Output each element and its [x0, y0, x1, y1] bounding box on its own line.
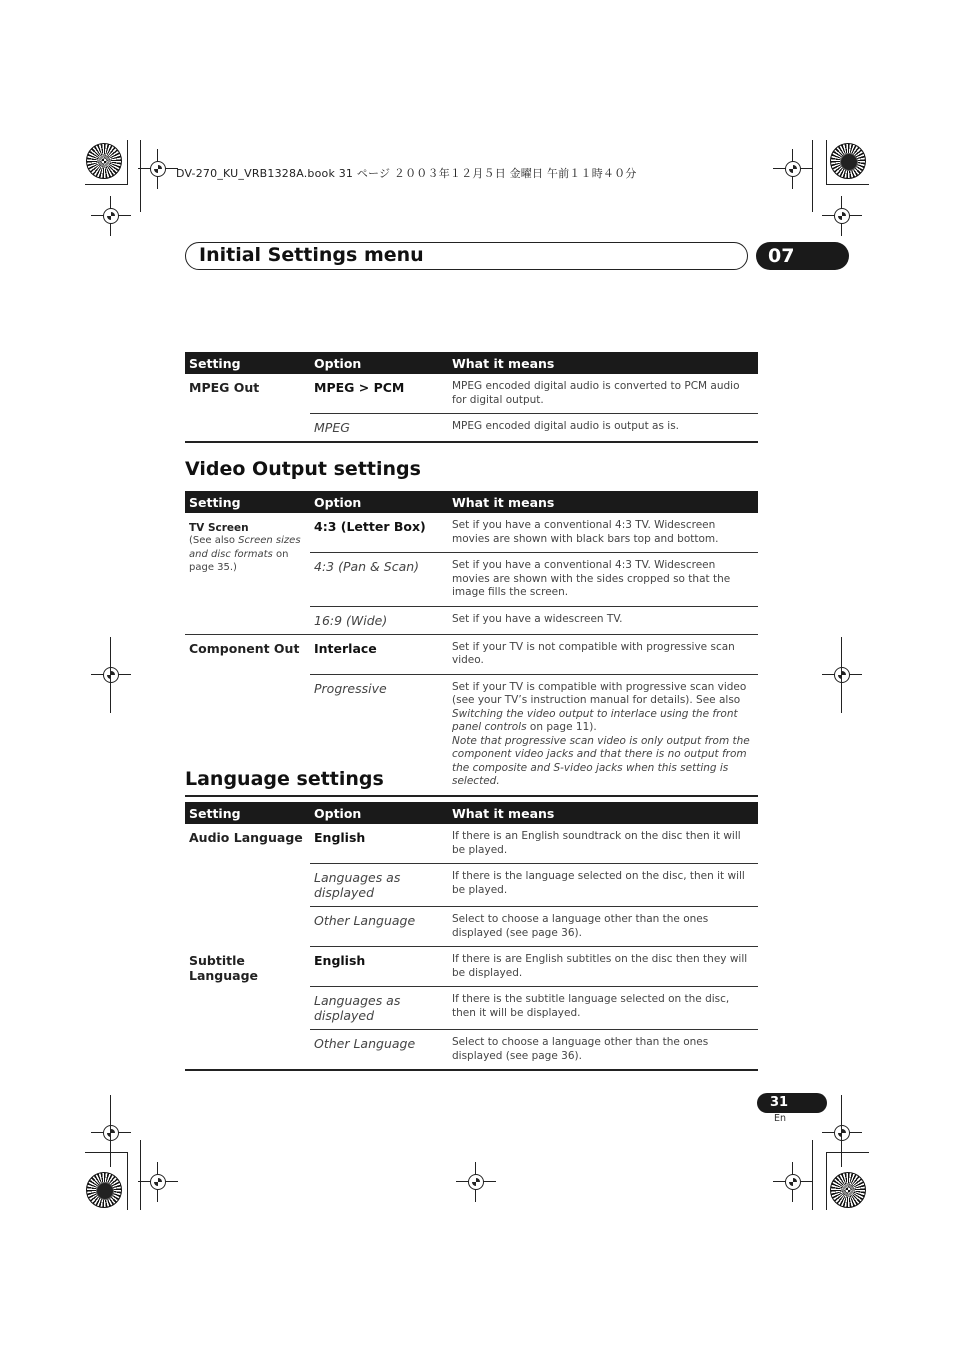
crop-line	[812, 1140, 813, 1210]
option-meaning: Select to choose a language other than the ones displayed (see page 36).	[448, 907, 758, 947]
option-meaning: MPEG encoded digital audio is converted to PCM audio for digital output.	[448, 374, 758, 414]
setting-name: MPEG Out	[189, 380, 260, 395]
option-meaning: If there is are English subtitles on the disc then they will be displayed.	[448, 947, 758, 987]
crop-line	[110, 637, 111, 713]
option-meaning: If there is an English soundtrack on the disc then it will be played.	[448, 824, 758, 864]
registration-mark-icon	[773, 149, 813, 189]
page-number: 31	[757, 1093, 827, 1113]
option-name: Languages as displayed	[310, 864, 448, 907]
crop-rosette-bottom-left	[86, 1172, 122, 1208]
setting-name: Audio Language	[189, 830, 303, 845]
page-language: En	[774, 1113, 787, 1124]
table-row	[185, 824, 758, 864]
option-meaning: Set if you have a widescreen TV.	[448, 606, 758, 634]
col-meaning: What it means	[448, 491, 758, 513]
setting-name: Component Out	[185, 634, 310, 796]
col-setting: Setting	[185, 802, 310, 824]
option-meaning: Set if you have a conventional 4:3 TV. Widescreen movies are shown with black bars top and bottom.	[448, 513, 758, 553]
meaning-ref: Switching the video output to interlace using the front panel controls	[452, 707, 738, 733]
section-title-video: Video Output settings	[185, 458, 421, 480]
crop-rosette-bottom-right	[830, 1172, 866, 1208]
setting-name: Subtitle Language	[185, 947, 310, 1071]
crop-line	[826, 140, 827, 185]
section-title-language: Language settings	[185, 768, 384, 790]
setting-note	[189, 534, 306, 575]
option-name: English	[310, 947, 448, 987]
registration-mark-icon	[822, 1113, 862, 1153]
option-meaning: MPEG encoded digital audio is output as is.	[448, 414, 758, 443]
col-option: Option	[310, 802, 448, 824]
col-option: Option	[310, 491, 448, 513]
option-name: Other Language	[310, 907, 448, 947]
table-row	[185, 414, 758, 443]
note-text: on page 35.)	[189, 548, 289, 573]
registration-mark-icon	[91, 1113, 131, 1153]
crop-line	[841, 637, 842, 713]
option-name: Languages as displayed	[310, 987, 448, 1030]
option-name: English	[310, 824, 448, 864]
col-setting: Setting	[185, 491, 310, 513]
crop-rosette-top-right	[830, 143, 866, 179]
registration-mark-icon	[456, 1162, 496, 1202]
table-row	[185, 374, 758, 414]
setting-tv-screen	[185, 513, 310, 634]
crop-line	[826, 184, 869, 185]
registration-mark-icon	[773, 1162, 813, 1202]
option-meaning: Select to choose a language other than the ones displayed (see page 36).	[448, 1030, 758, 1071]
audio-output-table	[185, 352, 758, 443]
video-output-table	[185, 491, 758, 797]
registration-mark-icon	[138, 1162, 178, 1202]
option-meaning: Set if you have a conventional 4:3 TV. Widescreen movies are shown with the sides cropped so that the image fills the screen.	[448, 553, 758, 607]
crop-line	[85, 184, 128, 185]
crop-line	[110, 1095, 111, 1167]
option-name: Interlace	[310, 634, 448, 674]
table-header	[185, 802, 758, 824]
setting-name: TV Screen	[189, 522, 249, 534]
col-setting: Setting	[185, 352, 310, 374]
crop-line	[140, 1140, 141, 1210]
crop-line	[127, 1152, 128, 1210]
option-name: MPEG > PCM	[310, 374, 448, 414]
note-ref: Screen sizes and disc formats	[189, 535, 301, 560]
table-row	[185, 513, 758, 553]
registration-mark-icon	[822, 655, 862, 695]
table-header	[185, 491, 758, 513]
meaning-text: Set if your TV is compatible with progressive scan video (see your TV’s instruction manual for details). See also	[452, 680, 747, 706]
table-row	[185, 947, 758, 987]
col-option: Option	[310, 352, 448, 374]
setting-name	[185, 414, 310, 443]
note-text: (See also	[189, 535, 239, 546]
option-meaning: Set if your TV is not compatible with progressive scan video.	[448, 634, 758, 674]
option-name: Other Language	[310, 1030, 448, 1071]
col-meaning: What it means	[448, 802, 758, 824]
registration-mark-icon	[91, 196, 131, 236]
crop-line	[826, 1152, 827, 1210]
page-title: Initial Settings menu	[199, 244, 424, 266]
language-table	[185, 802, 758, 1071]
registration-mark-icon	[91, 655, 131, 695]
crop-line	[841, 1095, 842, 1167]
registration-mark-icon	[138, 149, 178, 189]
option-name: MPEG	[310, 414, 448, 443]
option-meaning: If there is the language selected on the disc, then it will be played.	[448, 864, 758, 907]
option-name: Progressive	[310, 674, 448, 796]
table-row	[185, 634, 758, 674]
meaning-text: on page 11).	[526, 721, 597, 733]
col-meaning: What it means	[448, 352, 758, 374]
meaning-note: Note that progressive scan video is only output from the component video jacks and that there is no output from the composite and S-video jacks when this setting is selected.	[452, 734, 750, 787]
crop-line	[85, 1152, 128, 1153]
crop-line	[826, 1152, 869, 1153]
crop-rosette-top-left	[86, 143, 122, 179]
crop-line	[127, 140, 128, 185]
option-name: 4:3 (Pan & Scan)	[310, 553, 448, 607]
option-name: 4:3 (Letter Box)	[310, 513, 448, 553]
option-name: 16:9 (Wide)	[310, 606, 448, 634]
table-header	[185, 352, 758, 374]
option-meaning	[448, 674, 758, 796]
option-meaning: If there is the subtitle language selected on the disc, then it will be displayed.	[448, 987, 758, 1030]
book-file-line: DV-270_KU_VRB1328A.book 31 ページ ２００３年１２月５日 金曜日 午前１１時４０分	[176, 167, 637, 180]
chapter-number: 07	[756, 242, 849, 270]
registration-mark-icon	[822, 196, 862, 236]
